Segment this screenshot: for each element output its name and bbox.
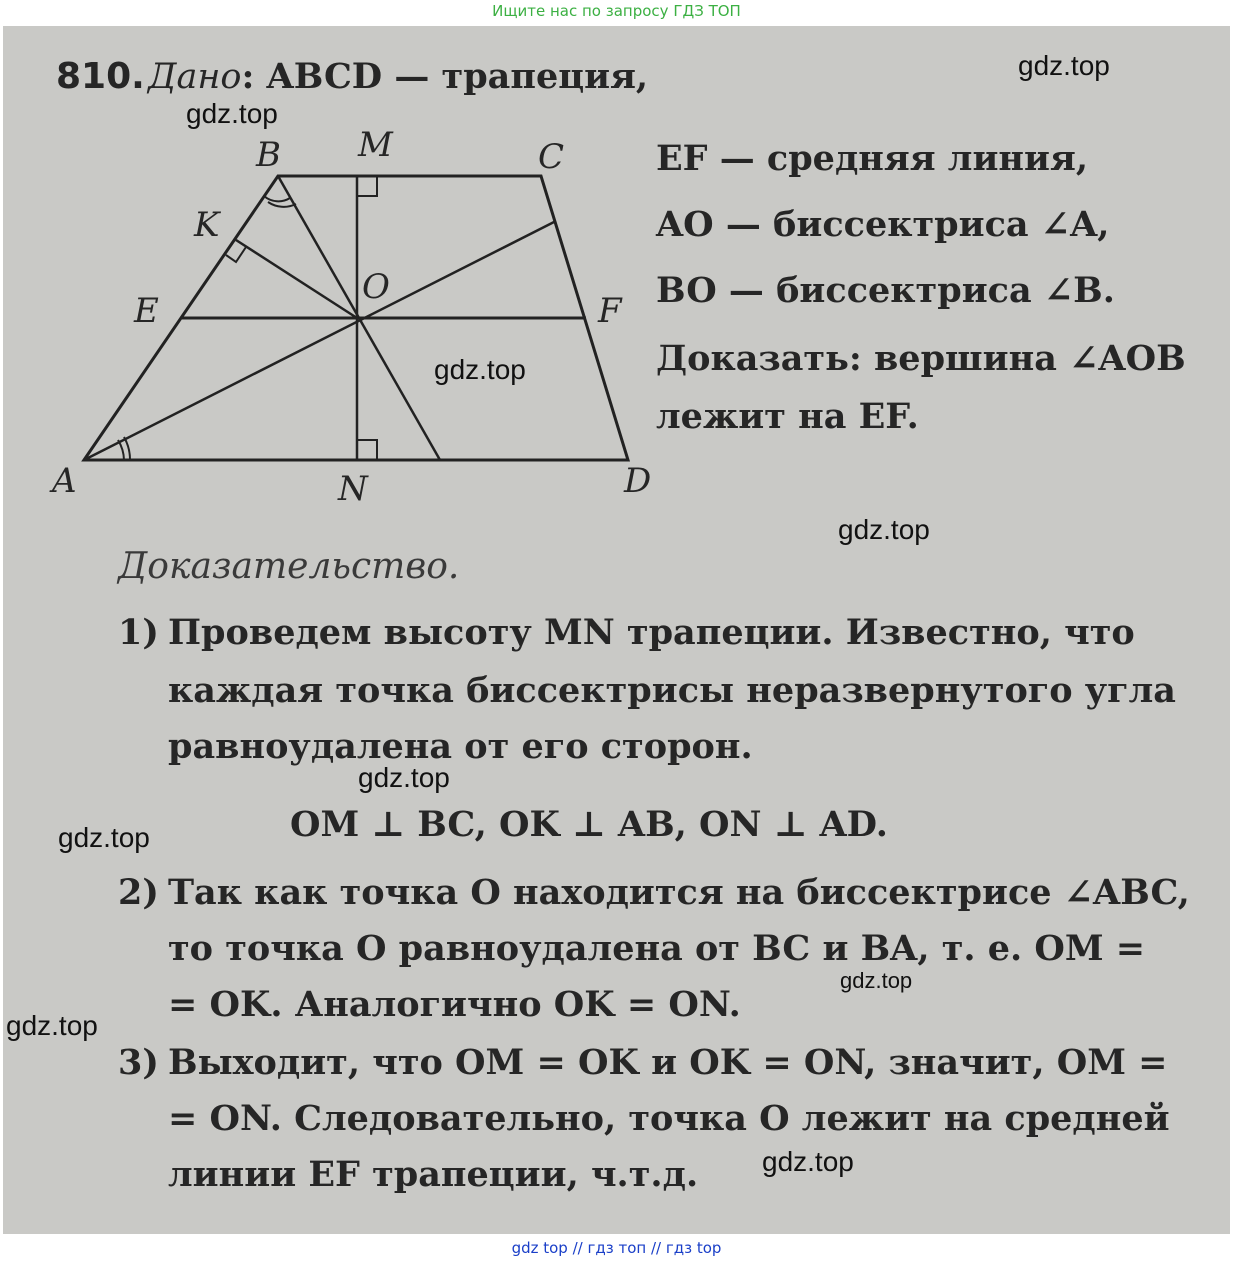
- label-e: E: [134, 291, 159, 331]
- label-o: O: [362, 267, 390, 307]
- step3-line-2: = ON. Следовательно, точка O лежит на средней: [168, 1098, 1170, 1139]
- step1-formula: OM ⊥ BC, OK ⊥ AB, ON ⊥ AD.: [290, 804, 888, 845]
- given-label: Дано: [148, 57, 242, 97]
- step3-line-1: Выходит, что OM = OK и OK = ON, значит, OM =: [168, 1042, 1168, 1083]
- right-angle-m: [357, 176, 377, 196]
- footer-links[interactable]: gdz top // гдз топ // гдз top: [511, 1239, 722, 1257]
- step2-line-1: Так как точка O находится на биссектрисе ∠ABC,: [168, 872, 1190, 913]
- right-angle-n: [357, 440, 377, 460]
- watermark: gdz.top: [434, 354, 526, 385]
- step3-number: 3): [118, 1042, 159, 1083]
- step2-line-2: то точка O равноудалена от BC и BA, т. е. OM =: [168, 928, 1146, 969]
- watermark: gdz.top: [186, 98, 278, 129]
- label-c: C: [538, 137, 565, 177]
- bisector-a: [84, 222, 554, 460]
- step1-line-2: каждая точка биссектрисы неразвернутого угла: [168, 670, 1176, 711]
- watermark: gdz.top: [762, 1146, 854, 1177]
- watermark: gdz.top: [358, 762, 450, 793]
- watermark: gdz.top: [840, 968, 913, 993]
- problem-number: 810.: [56, 56, 145, 97]
- given-line-2: AO — биссектриса ∠A,: [656, 204, 1110, 245]
- perpendicular-ok: [236, 240, 357, 318]
- label-k: K: [194, 205, 220, 245]
- proof-title: Доказательство.: [118, 546, 460, 587]
- step2-line-3: = OK. Аналогично OK = ON.: [168, 984, 741, 1025]
- angle-arc-b2: [268, 202, 296, 207]
- step1-line-3: равноудалена от его сторон.: [168, 726, 753, 767]
- angle-arc-a: [118, 440, 124, 460]
- prove-line-2: лежит на EF.: [656, 396, 919, 437]
- watermark: gdz.top: [58, 822, 150, 853]
- given-line-1: EF — средняя линия,: [656, 138, 1089, 179]
- label-n: N: [338, 469, 368, 509]
- step1-line-1: Проведем высоту MN трапеции. Известно, что: [168, 612, 1135, 653]
- trapezoid-figure: [0, 0, 660, 520]
- label-m: M: [358, 125, 393, 165]
- watermark: gdz.top: [838, 514, 930, 545]
- step1-number: 1): [118, 612, 159, 653]
- angle-arc-b: [264, 196, 290, 201]
- given-rest: : ABCD — трапеция,: [241, 56, 649, 97]
- angle-arc-a2: [124, 437, 130, 460]
- step3-line-3: линии EF трапеции, ч.т.д.: [168, 1154, 699, 1195]
- label-d: D: [624, 461, 652, 501]
- label-f: F: [598, 291, 622, 331]
- search-hint-banner: Ищите нас по запросу ГДЗ ТОП: [492, 2, 741, 20]
- label-a: A: [52, 461, 77, 501]
- label-b: B: [256, 135, 281, 175]
- given-line-3: BO — биссектриса ∠B.: [656, 270, 1115, 311]
- watermark: gdz.top: [1018, 50, 1110, 81]
- watermark: gdz.top: [6, 1010, 98, 1041]
- prove-line-1: Доказать: вершина ∠AOB: [656, 338, 1186, 379]
- step2-number: 2): [118, 872, 159, 913]
